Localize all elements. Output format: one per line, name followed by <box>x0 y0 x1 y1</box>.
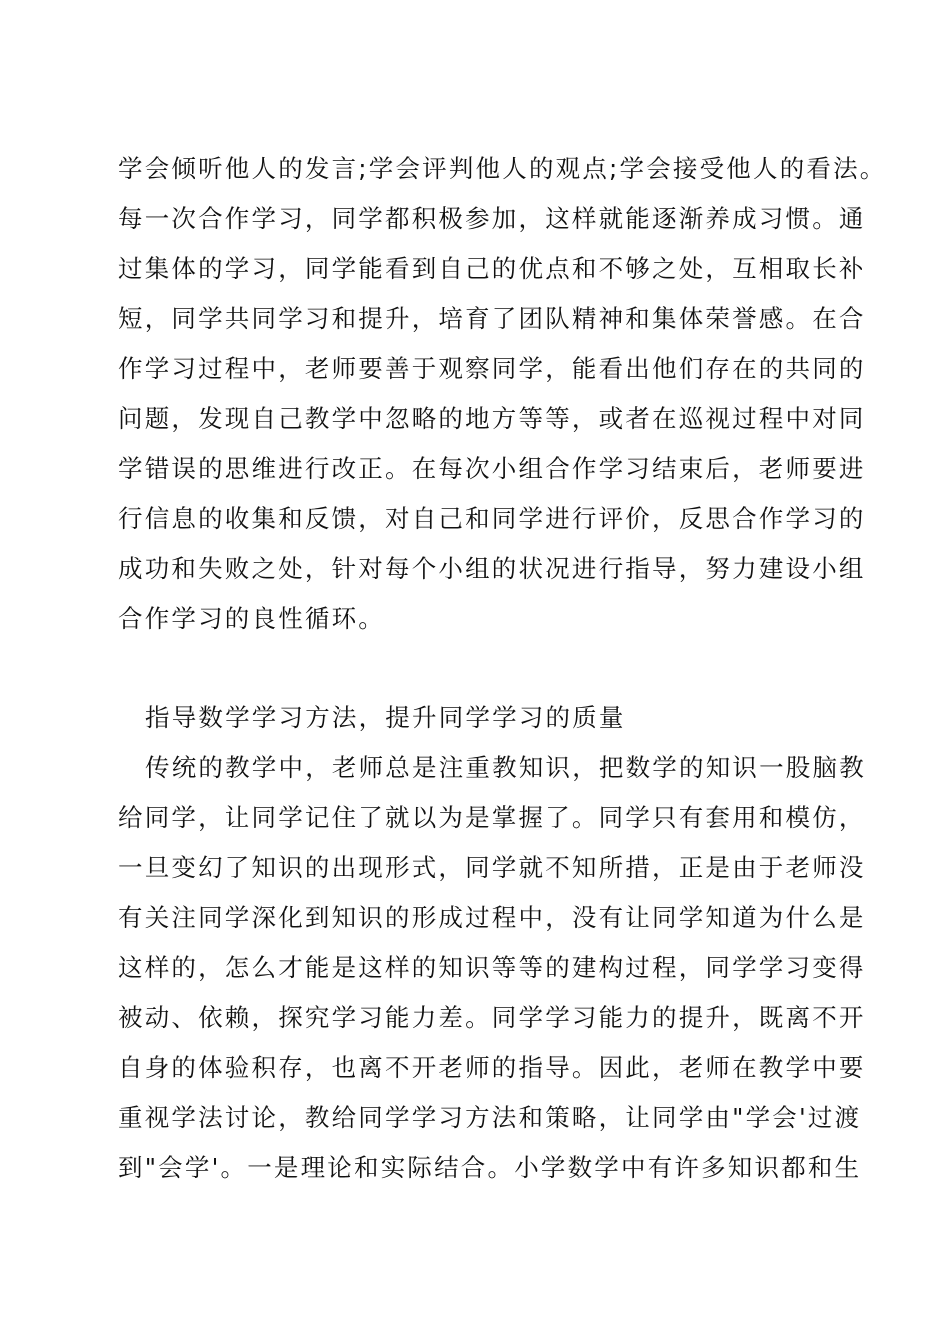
text-line: 学错误的思维进行改正。在每次小组合作学习结束后，老师要进 <box>118 454 866 483</box>
text-line: 问题，发现自己教学中忽略的地方等等，或者在巡视过程中对同 <box>118 404 866 433</box>
text-line: 给同学，让同学记住了就以为是掌握了。同学只有套用和模仿， <box>118 803 866 832</box>
text-line: 短，同学共同学习和提升，培育了团队精神和集体荣誉感。在合 <box>118 304 866 333</box>
text-line: 这样的，怎么才能是这样的知识等等的建构过程，同学学习变得 <box>118 953 866 982</box>
text-line: 一旦变幻了知识的出现形式，同学就不知所措，正是由于老师没 <box>118 853 866 882</box>
text-line: 到"会学'。一是理论和实际结合。小学数学中有许多知识都和生 <box>118 1153 862 1182</box>
text-line: 重视学法讨论，教给同学学习方法和策略，让同学由"学会'过渡 <box>118 1103 862 1132</box>
text-line: 学会倾听他人的发言;学会评判他人的观点;学会接受他人的看法。 <box>118 154 887 183</box>
text-line: 每一次合作学习，同学都积极参加，这样就能逐渐养成习惯。通 <box>118 204 866 233</box>
section-heading: 指导数学学习方法，提升同学学习的质量 <box>145 703 626 732</box>
text-line: 成功和失败之处，针对每个小组的状况进行指导，努力建设小组 <box>118 554 866 583</box>
text-line: 传统的教学中，老师总是注重教知识，把数学的知识一股脑教 <box>145 753 866 782</box>
text-line: 被动、依赖，探究学习能力差。同学学习能力的提升，既离不开 <box>118 1003 866 1032</box>
text-line: 自身的体验积存，也离不开老师的指导。因此，老师在教学中要 <box>118 1053 866 1082</box>
text-line: 过集体的学习，同学能看到自己的优点和不够之处，互相取长补 <box>118 254 866 283</box>
text-line: 作学习过程中，老师要善于观察同学，能看出他们存在的共同的 <box>118 354 866 383</box>
text-line: 有关注同学深化到知识的形成过程中，没有让同学知道为什么是 <box>118 903 866 932</box>
text-line: 合作学习的良性循环。 <box>118 604 385 633</box>
text-line: 行信息的收集和反馈，对自己和同学进行评价，反思合作学习的 <box>118 504 866 533</box>
